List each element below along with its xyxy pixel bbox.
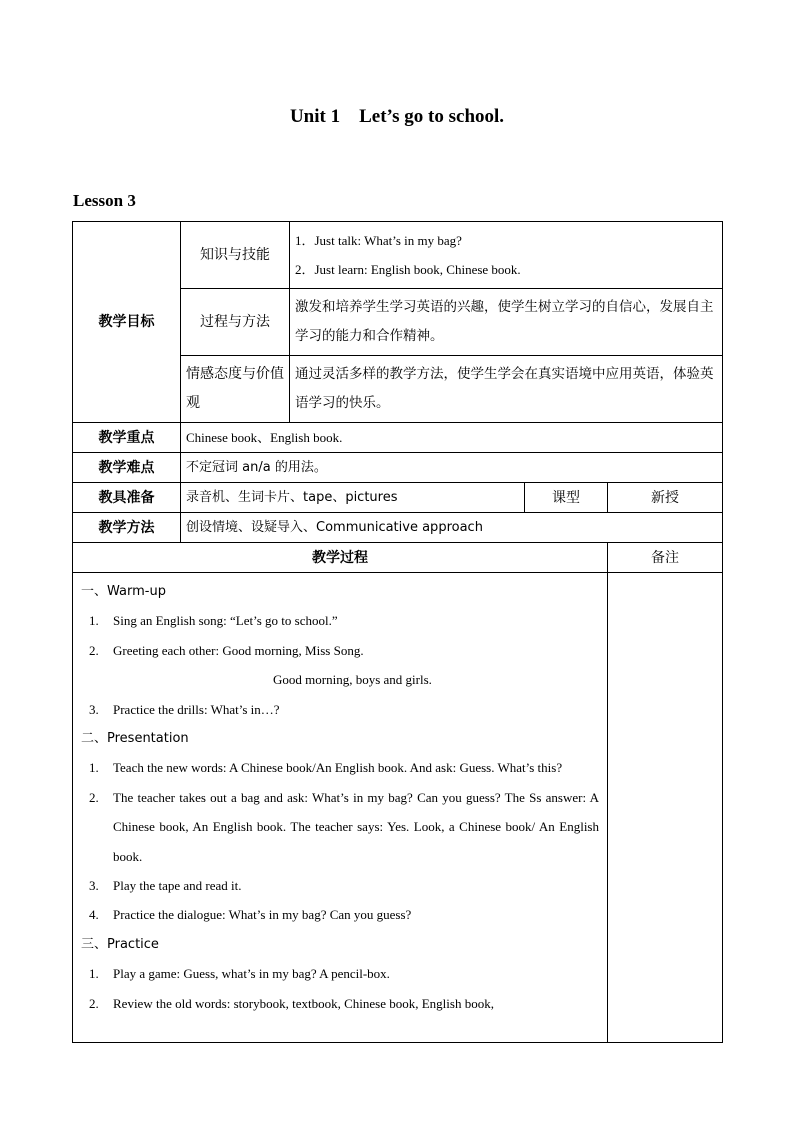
- item-text: Practice the dialogue: What’s in my bag? Can you guess?: [113, 907, 412, 923]
- list-item-continuation: Good morning, boys and girls.: [273, 672, 432, 688]
- key-point-text: Chinese book、English book.: [181, 423, 723, 453]
- attitude-label: 情感态度与价值观: [181, 356, 290, 423]
- process-content: [73, 573, 608, 1043]
- item-number: 2.: [89, 995, 99, 1011]
- item-text: Play the tape and read it.: [113, 877, 242, 893]
- process-header: 教学过程: [73, 543, 608, 573]
- item-number: 4.: [89, 907, 99, 923]
- item-number: 1.: [89, 613, 99, 629]
- difficulty-text: 不定冠词 an/a 的用法。: [181, 453, 723, 483]
- item-text: Sing an English song: “Let’s go to school.”: [113, 613, 338, 629]
- item-number: 3.: [89, 701, 99, 717]
- item-number: 2.: [89, 789, 99, 805]
- knowledge-label: 知识与技能: [181, 222, 290, 289]
- key-point-label: 教学重点: [73, 423, 181, 453]
- method-goal-text: 激发和培养学生学习英语的兴趣，使学生树立学习的自信心，发展自主学习的能力和合作精神。: [295, 299, 714, 344]
- notes-header: 备注: [608, 543, 723, 573]
- knowledge-line-2: 2．Just learn: English book, Chinese book.: [295, 262, 521, 277]
- item-text: Play a game: Guess, what’s in my bag? A pencil-box.: [113, 966, 390, 982]
- lesson-type-label: 课型: [525, 483, 608, 513]
- method-goal-label: 过程与方法: [181, 289, 290, 356]
- list-item: [81, 989, 599, 1018]
- list-item: [81, 900, 599, 929]
- item-text: Greeting each other: Good morning, Miss Song.: [113, 642, 364, 658]
- method-label: 教学方法: [73, 513, 181, 543]
- knowledge-cell: [290, 222, 723, 289]
- item-text: Teach the new words: A Chinese book/An English book. And ask: Guess. What’s this?: [113, 760, 563, 776]
- list-item: [81, 636, 599, 665]
- list-item: [81, 783, 599, 871]
- lesson-heading: Lesson 3: [73, 191, 136, 210]
- list-item: [81, 606, 599, 635]
- method-goal-cell: [290, 289, 723, 356]
- difficulty-label: 教学难点: [73, 453, 181, 483]
- item-number: 1.: [89, 760, 99, 776]
- item-text: The teacher takes out a bag and ask: What’s in my bag? Can you guess? The Ss answer: A Chinese book, An English book. The teacher says: Yes. Look, a Chinese book/ An English book.: [113, 789, 599, 864]
- lesson-type-value: 新授: [608, 483, 723, 513]
- item-text: Practice the drills: What’s in…?: [113, 701, 280, 717]
- prep-label: 教具准备: [73, 483, 181, 513]
- item-number: 2.: [89, 642, 99, 658]
- method-text: 创设情境、设疑导入、Communicative approach: [181, 513, 723, 543]
- notes-cell: [608, 573, 723, 1043]
- section-practice-title: 三、Practice: [81, 936, 159, 952]
- prep-text: 录音机、生词卡片、tape、pictures: [181, 483, 525, 513]
- page-title: Unit 1 Let’s go to school.: [289, 106, 505, 127]
- section-presentation-title: 二、Presentation: [81, 730, 189, 746]
- section-warmup-title: 一、Warm-up: [81, 584, 166, 599]
- item-number: 3.: [89, 877, 99, 893]
- list-item: [81, 959, 599, 988]
- item-number: 1.: [89, 966, 99, 982]
- knowledge-line-1: 1．Just talk: What’s in my bag?: [295, 233, 462, 248]
- goals-label: 教学目标: [73, 222, 181, 423]
- list-item: [81, 753, 599, 782]
- list-item: [81, 695, 599, 724]
- attitude-text: 通过灵活多样的教学方法，使学生学会在真实语境中应用英语，体验英语学习的快乐。: [295, 366, 714, 411]
- list-item: [81, 871, 599, 900]
- item-text: Review the old words: storybook, textbook, Chinese book, English book,: [113, 995, 494, 1011]
- lesson-plan-table: [72, 221, 723, 1043]
- attitude-cell: [290, 356, 723, 423]
